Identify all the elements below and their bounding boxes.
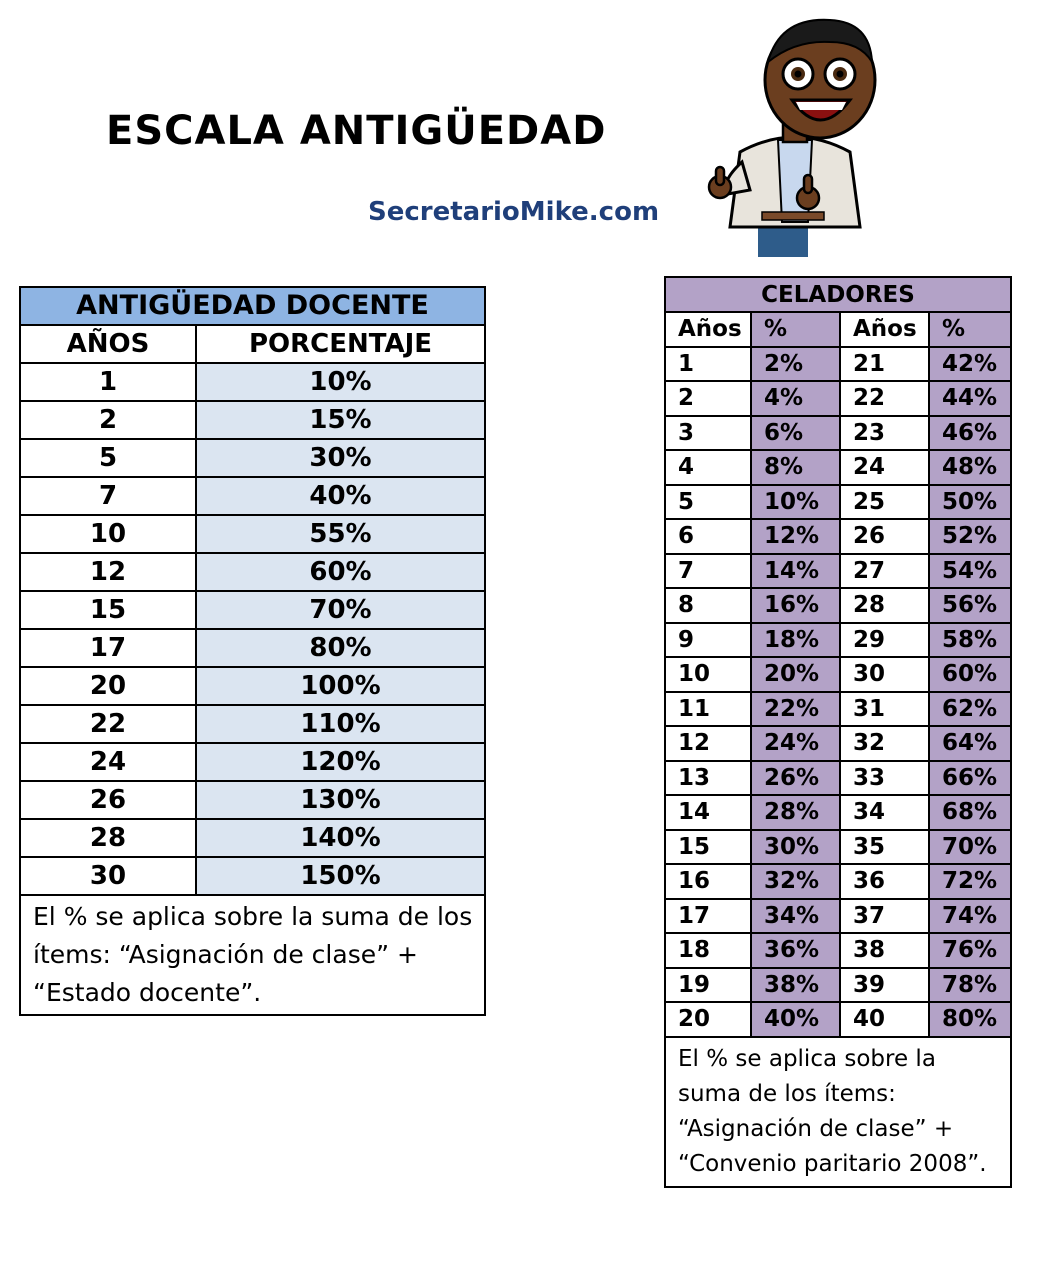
celadores-pct-cell: 18%: [751, 623, 840, 658]
table-row: [665, 795, 1011, 830]
table-row: [20, 667, 485, 705]
celadores-pct-cell: 14%: [751, 554, 840, 589]
celadores-years-cell: 34: [840, 795, 929, 830]
celadores-pct-cell: 4%: [751, 381, 840, 416]
celadores-pct-cell: 22%: [751, 692, 840, 727]
table-row: [665, 692, 1011, 727]
docente-note: El % se aplica sobre la suma de los ítems: “Asignación de clase” + “Estado docente”.: [20, 895, 485, 1015]
table-row: [665, 726, 1011, 761]
docente-pct-cell: 100%: [196, 667, 485, 705]
table-row: [665, 416, 1011, 451]
celadores-years-cell: 5: [665, 485, 751, 520]
celadores-pct-cell: 70%: [929, 830, 1011, 865]
celadores-years-cell: 32: [840, 726, 929, 761]
docente-table: [19, 286, 486, 1016]
celadores-years-cell: 33: [840, 761, 929, 796]
celadores-pct-cell: 80%: [929, 1002, 1011, 1037]
celadores-pct-cell: 48%: [929, 450, 1011, 485]
celadores-pct-cell: 44%: [929, 381, 1011, 416]
docente-col-years: AÑOS: [20, 325, 196, 363]
celadores-pct-cell: 42%: [929, 347, 1011, 382]
celadores-years-cell: 22: [840, 381, 929, 416]
docente-pct-cell: 150%: [196, 857, 485, 895]
celadores-pct-cell: 52%: [929, 519, 1011, 554]
celadores-years-cell: 23: [840, 416, 929, 451]
table-row: [665, 830, 1011, 865]
docente-pct-cell: 15%: [196, 401, 485, 439]
celadores-pct-cell: 26%: [751, 761, 840, 796]
celadores-pct-cell: 6%: [751, 416, 840, 451]
celadores-years-cell: 31: [840, 692, 929, 727]
celadores-table-title: CELADORES: [665, 277, 1011, 312]
celadores-years-cell: 11: [665, 692, 751, 727]
celadores-pct-cell: 60%: [929, 657, 1011, 692]
celadores-pct-cell: 72%: [929, 864, 1011, 899]
table-row: [665, 899, 1011, 934]
table-row: [665, 519, 1011, 554]
table-row: [20, 477, 485, 515]
celadores-pct-cell: 28%: [751, 795, 840, 830]
celadores-pct-cell: 50%: [929, 485, 1011, 520]
table-row: [20, 781, 485, 819]
table-row: [665, 761, 1011, 796]
table-row: [665, 933, 1011, 968]
page-title: ESCALA ANTIGÜEDAD: [106, 108, 607, 154]
celadores-years-cell: 17: [665, 899, 751, 934]
celadores-pct-cell: 36%: [751, 933, 840, 968]
docente-years-cell: 30: [20, 857, 196, 895]
celadores-years-cell: 1: [665, 347, 751, 382]
celadores-pct-cell: 30%: [751, 830, 840, 865]
docente-years-cell: 22: [20, 705, 196, 743]
docente-years-cell: 1: [20, 363, 196, 401]
celadores-years-cell: 12: [665, 726, 751, 761]
docente-years-cell: 7: [20, 477, 196, 515]
docente-pct-cell: 110%: [196, 705, 485, 743]
celadores-pct-cell: 76%: [929, 933, 1011, 968]
celadores-pct-cell: 62%: [929, 692, 1011, 727]
celadores-pct-cell: 16%: [751, 588, 840, 623]
celadores-pct-cell: 24%: [751, 726, 840, 761]
celadores-years-cell: 26: [840, 519, 929, 554]
celadores-pct-cell: 34%: [751, 899, 840, 934]
docente-pct-cell: 120%: [196, 743, 485, 781]
docente-years-cell: 26: [20, 781, 196, 819]
table-row: [665, 657, 1011, 692]
celadores-years-cell: 40: [840, 1002, 929, 1037]
celadores-pct-cell: 56%: [929, 588, 1011, 623]
celadores-years-cell: 37: [840, 899, 929, 934]
celadores-years-cell: 25: [840, 485, 929, 520]
table-row: [20, 591, 485, 629]
table-row: [665, 450, 1011, 485]
celadores-pct-cell: 38%: [751, 968, 840, 1003]
celadores-pct-cell: 46%: [929, 416, 1011, 451]
celadores-years-cell: 6: [665, 519, 751, 554]
celadores-pct-cell: 58%: [929, 623, 1011, 658]
celadores-years-cell: 4: [665, 450, 751, 485]
celadores-years-cell: 35: [840, 830, 929, 865]
celadores-years-cell: 30: [840, 657, 929, 692]
celadores-pct-cell: 74%: [929, 899, 1011, 934]
table-row: [20, 515, 485, 553]
table-row: [665, 623, 1011, 658]
celadores-years-cell: 19: [665, 968, 751, 1003]
celadores-col-years-1: Años: [665, 312, 751, 347]
docente-years-cell: 15: [20, 591, 196, 629]
docente-years-cell: 28: [20, 819, 196, 857]
docente-pct-cell: 55%: [196, 515, 485, 553]
docente-pct-cell: 30%: [196, 439, 485, 477]
docente-pct-cell: 80%: [196, 629, 485, 667]
celadores-years-cell: 3: [665, 416, 751, 451]
table-row: [665, 1002, 1011, 1037]
table-row: [20, 743, 485, 781]
celadores-pct-cell: 12%: [751, 519, 840, 554]
celadores-years-cell: 20: [665, 1002, 751, 1037]
docente-pct-cell: 70%: [196, 591, 485, 629]
docente-years-cell: 10: [20, 515, 196, 553]
docente-years-cell: 24: [20, 743, 196, 781]
table-row: [20, 553, 485, 591]
table-row: [20, 629, 485, 667]
celadores-years-cell: 2: [665, 381, 751, 416]
docente-years-cell: 5: [20, 439, 196, 477]
celadores-pct-cell: 10%: [751, 485, 840, 520]
table-row: [665, 347, 1011, 382]
celadores-years-cell: 39: [840, 968, 929, 1003]
celadores-col-pct-1: %: [751, 312, 840, 347]
table-row: [665, 381, 1011, 416]
celadores-pct-cell: 8%: [751, 450, 840, 485]
celadores-note: El % se aplica sobre la suma de los ítems: “Asignación de clase” + “Convenio paritario 2008”.: [665, 1037, 1011, 1187]
docente-table-title: ANTIGÜEDAD DOCENTE: [20, 287, 485, 325]
celadores-years-cell: 28: [840, 588, 929, 623]
celadores-col-years-2: Años: [840, 312, 929, 347]
docente-years-cell: 2: [20, 401, 196, 439]
celadores-pct-cell: 40%: [751, 1002, 840, 1037]
celadores-pct-cell: 68%: [929, 795, 1011, 830]
celadores-years-cell: 18: [665, 933, 751, 968]
site-name: SecretarioMike.com: [368, 197, 660, 227]
celadores-years-cell: 7: [665, 554, 751, 589]
table-row: [665, 968, 1011, 1003]
celadores-years-cell: 14: [665, 795, 751, 830]
table-row: [20, 363, 485, 401]
table-row: [20, 401, 485, 439]
celadores-pct-cell: 64%: [929, 726, 1011, 761]
docente-pct-cell: 60%: [196, 553, 485, 591]
docente-pct-cell: 130%: [196, 781, 485, 819]
celadores-pct-cell: 78%: [929, 968, 1011, 1003]
celadores-years-cell: 36: [840, 864, 929, 899]
docente-pct-cell: 140%: [196, 819, 485, 857]
celadores-pct-cell: 66%: [929, 761, 1011, 796]
table-row: [665, 588, 1011, 623]
celadores-years-cell: 27: [840, 554, 929, 589]
celadores-pct-cell: 20%: [751, 657, 840, 692]
docente-years-cell: 12: [20, 553, 196, 591]
celadores-years-cell: 13: [665, 761, 751, 796]
celadores-years-cell: 15: [665, 830, 751, 865]
celadores-years-cell: 8: [665, 588, 751, 623]
celadores-years-cell: 16: [665, 864, 751, 899]
table-row: [20, 857, 485, 895]
celadores-years-cell: 9: [665, 623, 751, 658]
table-row: [665, 554, 1011, 589]
celadores-years-cell: 10: [665, 657, 751, 692]
docente-pct-cell: 40%: [196, 477, 485, 515]
celadores-years-cell: 38: [840, 933, 929, 968]
docente-years-cell: 17: [20, 629, 196, 667]
docente-years-cell: 20: [20, 667, 196, 705]
celadores-col-pct-2: %: [929, 312, 1011, 347]
celadores-years-cell: 21: [840, 347, 929, 382]
table-row: [20, 705, 485, 743]
celadores-pct-cell: 2%: [751, 347, 840, 382]
table-row: [665, 864, 1011, 899]
table-row: [20, 819, 485, 857]
celadores-pct-cell: 54%: [929, 554, 1011, 589]
celadores-table: [664, 276, 1012, 1188]
docente-col-pct: PORCENTAJE: [196, 325, 485, 363]
celadores-years-cell: 29: [840, 623, 929, 658]
table-row: [665, 485, 1011, 520]
table-row: [20, 439, 485, 477]
docente-pct-cell: 10%: [196, 363, 485, 401]
celadores-years-cell: 24: [840, 450, 929, 485]
celadores-pct-cell: 32%: [751, 864, 840, 899]
cartoon-man-thumbs-up-icon: [700, 12, 890, 257]
